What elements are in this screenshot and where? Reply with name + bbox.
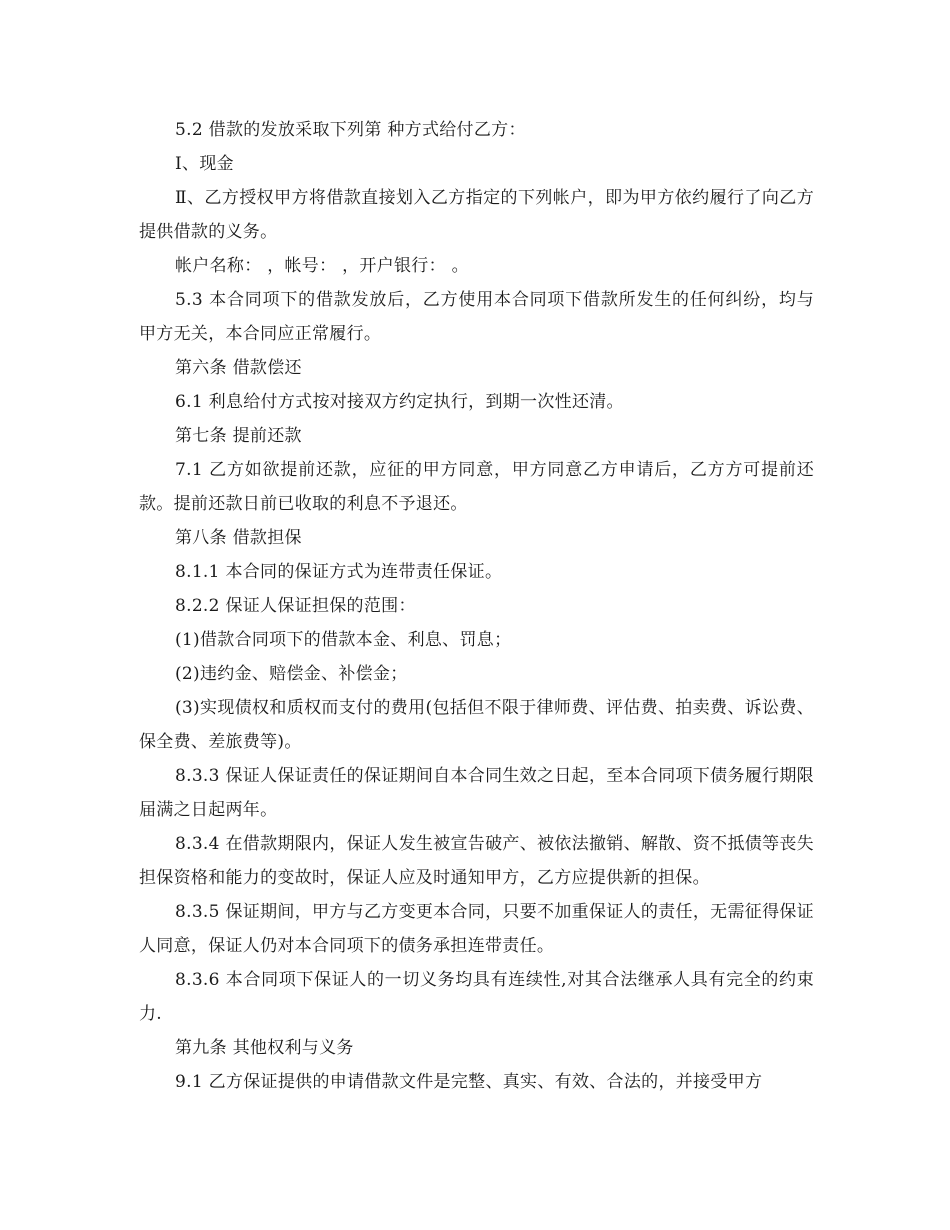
clause-8-1-1: 8.1.1 本合同的保证方式为连带责任保证。 bbox=[175, 562, 503, 582]
scope-item-3: (3)实现债权和质权而支付的费用(包括但不限于律师费、评估费、拍卖费、诉讼费、保全费、差旅费等)。 bbox=[139, 698, 814, 752]
clause-8-2-2: 8.2.2 保证人保证担保的范围： bbox=[175, 596, 416, 616]
option-cash: Ⅰ、现金 bbox=[175, 154, 234, 174]
clause-5-3: 5.3 本合同项下的借款发放后，乙方使用本合同项下借款所发生的任何纠纷，均与甲方无关，本合同应正常履行。 bbox=[139, 290, 814, 344]
clause-6-1: 6.1 利息给付方式按对接双方约定执行，到期一次性还清。 bbox=[175, 392, 624, 412]
clause-5-2: 5.2 借款的发放采取下列第 种方式给付乙方： bbox=[175, 120, 526, 140]
article-7-heading: 第七条 提前还款 bbox=[175, 426, 302, 446]
contract-body bbox=[139, 113, 814, 1099]
clause-8-3-4: 8.3.4 在借款期限内，保证人发生被宣告破产、被依法撤销、解散、资不抵债等丧失担保资格和能力的变故时，保证人应及时通知甲方，乙方应提供新的担保。 bbox=[139, 834, 814, 888]
clause-7-1: 7.1 乙方如欲提前还款，应征的甲方同意，甲方同意乙方申请后，乙方方可提前还款。提前还款日前已收取的利息不予退还。 bbox=[139, 460, 814, 514]
clause-9-1: 9.1 乙方保证提供的申请借款文件是完整、真实、有效、合法的，并接受甲方 bbox=[175, 1072, 763, 1092]
scope-item-2: (2)违约金、赔偿金、补偿金； bbox=[175, 664, 408, 684]
article-6-heading: 第六条 借款偿还 bbox=[175, 358, 302, 378]
article-9-heading: 第九条 其他权利与义务 bbox=[175, 1038, 354, 1058]
account-info: 帐户名称： ，帐号： ，开户银行： 。 bbox=[175, 256, 469, 276]
clause-8-3-3: 8.3.3 保证人保证责任的保证期间自本合同生效之日起，至本合同项下债务履行期限届满之日起两年。 bbox=[139, 766, 814, 820]
scope-item-1: (1)借款合同项下的借款本金、利息、罚息； bbox=[175, 630, 512, 650]
article-8-heading: 第八条 借款担保 bbox=[175, 528, 302, 548]
clause-8-3-6: 8.3.6 本合同项下保证人的一切义务均具有连续性,对其合法继承人具有完全的约束力. bbox=[139, 970, 814, 1024]
option-transfer: Ⅱ、乙方授权甲方将借款直接划入乙方指定的下列帐户，即为甲方依约履行了向乙方提供借款的义务。 bbox=[139, 188, 814, 242]
clause-8-3-5: 8.3.5 保证期间，甲方与乙方变更本合同，只要不加重保证人的责任，无需征得保证人同意，保证人仍对本合同项下的债务承担连带责任。 bbox=[139, 902, 814, 956]
